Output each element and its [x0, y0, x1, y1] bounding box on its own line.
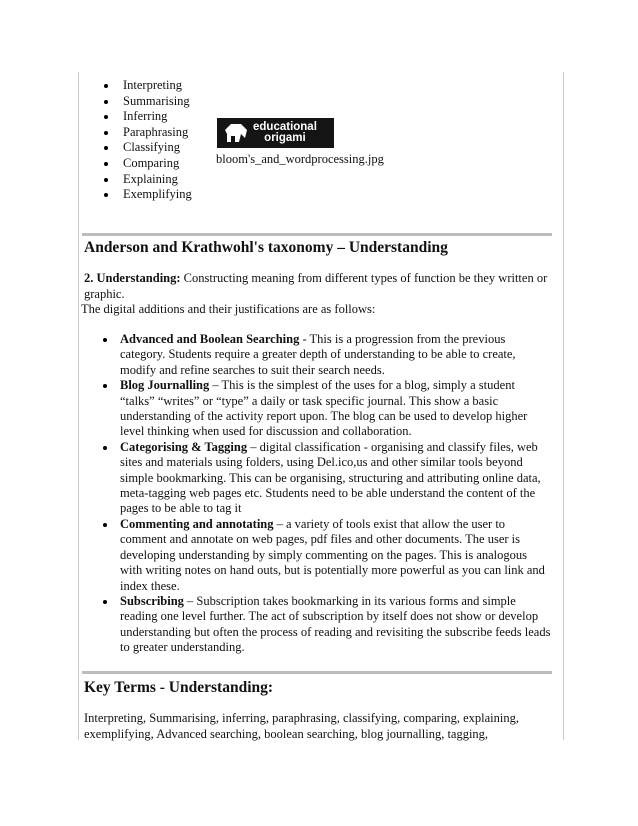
- list-item: Inferring: [103, 109, 192, 125]
- section-heading: Anderson and Krathwohl's taxonomy – Understanding: [84, 239, 448, 256]
- item-title: Advanced and Boolean Searching: [120, 332, 300, 346]
- origami-elephant-icon: [223, 122, 249, 144]
- list-item: Summarising: [103, 94, 192, 110]
- key-terms-text: Interpreting, Summarising, inferring, paraphrasing, classifying, comparing, explaining, exemplifying, Advanced searching, boolean searching, blog journalling, tagging,: [84, 711, 519, 741]
- list-item: Classifying: [103, 140, 192, 156]
- list-item: [102, 517, 552, 594]
- list-item: Comparing: [103, 156, 192, 172]
- item-text: – digital classification - organising and classify files, web sites and materials using folders, using Del.ico,us and other similar tools beyond simple bookmarking. This can be organising, structuring and attributing online data, meta-tagging web pages etc. Students need to be able understand the content of the pages to be able to tag it: [120, 439, 541, 516]
- divider: [82, 233, 552, 236]
- item-title: Categorising & Tagging: [120, 439, 248, 454]
- digital-additions-list: [102, 332, 552, 656]
- intro-text: Constructing meaning from different types of function be they written or graphic.: [84, 271, 548, 301]
- intro-bold: 2. Understanding:: [84, 271, 181, 285]
- right-border: [563, 72, 564, 740]
- item-title: Blog Journalling: [120, 378, 210, 393]
- divider: [82, 671, 552, 674]
- list-item: [102, 440, 552, 517]
- item-title: Commenting and annotating: [120, 516, 274, 531]
- item-title: Subscribing: [120, 593, 184, 608]
- lead-text: The digital additions and their justifications are as follows:: [81, 302, 376, 316]
- item-text: - This is a progression from the previous category. Students require a greater depth of understanding to be able to create, modify and refine searches to suit their search needs.: [120, 332, 516, 377]
- item-text: – This is the simplest of the uses for a blog, simply a student “talks” “writes” or “type” a daily or task specific journal. This show a basic understanding of the activity report upon. The blog can be used to develop higher level thinking when used for discussion and collaboration.: [120, 378, 528, 439]
- list-item: Paraphrasing: [103, 125, 192, 141]
- top-bullet-list: [103, 78, 192, 203]
- item-text: – Subscription takes bookmarking in its various forms and simple reading one level further. The act of subscription by itself does not show or develop understanding but often the process of reading and revisiting the subscribe feeds leads to greater understanding.: [120, 593, 551, 655]
- list-item: [102, 594, 552, 656]
- intro-paragraph: [84, 271, 552, 302]
- left-border: [78, 72, 79, 740]
- key-terms-heading: Key Terms - Understanding:: [84, 679, 274, 696]
- list-item: Interpreting: [103, 78, 192, 94]
- list-item: Explaining: [103, 172, 192, 188]
- list-item: [102, 378, 552, 440]
- logo-line1: educational: [253, 121, 317, 133]
- item-text: – a variety of tools exist that allow the user to comment and annotate on web pages, pdf files and other documents. The user is developing understanding by simply commenting on the pages. This is analogous with writing notes on hand outs, but is potentially more powerful as you can link and index these.: [120, 516, 545, 593]
- logo-line2: origami: [264, 132, 306, 144]
- list-item: Exemplifying: [103, 187, 192, 203]
- educational-origami-logo: [217, 118, 334, 148]
- list-item: [102, 332, 552, 378]
- image-caption: bloom's_and_wordprocessing.jpg: [216, 152, 384, 166]
